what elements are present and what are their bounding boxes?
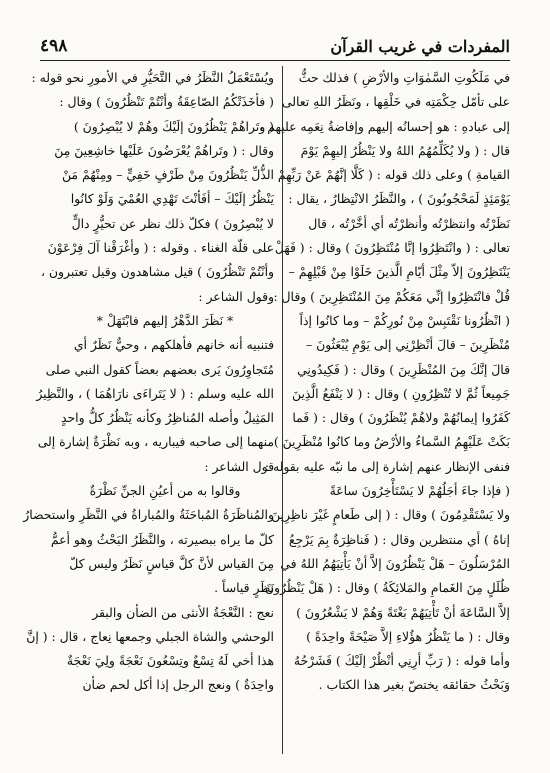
left-column-line: والمُناظَرَةُ المُباحَثَةُ والمُباراةُ في النَّظَرِ واستحضارُ (23, 507, 274, 523)
left-column-line: ( فأخَذَتْكُمُ الصّاعِقَةُ وأنْتُمْ تَنْظُرُونَ ) وقال : (59, 94, 274, 110)
page-number: ٤٩٨ (40, 36, 68, 56)
right-column-line: إلى عبادهِ : هو إحسانُه إليهم وإفاضةُ نِعَمِه عليهم ، (259, 118, 510, 134)
right-column-line: وأما قوله : ( رَبِّ أرِنِي أنْظُرْ إلَيْكَ ) فَشَرْحُهُ (293, 653, 510, 669)
left-column-line: وقالوا به من أعيُنِ الجنِّ نَظْرَةٌ (89, 483, 241, 499)
left-column-line: الله عليه وسلم : ( لا يَتَراءَى نارَاهُمَا ) ، والنَّظِيرُ (36, 385, 274, 401)
left-column-line: وقول الشاعر : (198, 288, 274, 304)
left-column-line: مُتَجاوِرُونَ يَرى بعضهم بعضاً كقول النبي صلى (45, 361, 274, 377)
left-column-line: ويُسْتَعْمَلُ النَّظَرُ في التَّحَيُّرِ في الأمورِ نحو قوله : (31, 70, 274, 85)
left-column-line: وأنْتُمْ تَنْظُرُونَ ) قيل مشاهدون وقيل تعتبرون ، (40, 264, 274, 280)
right-column-line: يَوْمَئِذٍ لَمَحْجُوبُونَ ) ، والنَّظَرُ الانْتِظارُ ، يقال : (288, 191, 510, 207)
right-column-line: قُلْ فانْتَظِرُوا إنِّي مَعَكُمْ مِنَ المُنْتَظِرِينَ ) وقال : (273, 288, 510, 304)
left-column-line: لا يُبْصِرُونَ ) فكلّ ذلك نظر عن تحيُّرٍ دالٍّ (71, 215, 274, 231)
right-column-line: قالَ إنَّكَ مِنَ المُنْظَرِينَ ) وقال : ( فَكِيدُونِي (297, 361, 510, 377)
right-column-line: تعالى : ( وانْتَظِرُوا إنَّا مُنْتَظِرُونَ ) وقال : ( فَهَلْ (274, 240, 510, 256)
right-column-line: جَمِيعاً ثُمَّ لا تُنْظِرُونِ ) وقال : ( لا يَنْفَعُ الَّذِينَ (292, 385, 510, 401)
left-column-line: قول الشاعر : (204, 458, 274, 474)
right-column-line: إلاَّ السَّاعَةَ أنْ تَأْتِيَهُمْ بَغْتَةً وَهُمْ لا يَشْعُرُونَ ) (296, 604, 510, 620)
left-column-line: وقال : ( وتَراهُمْ يُعْرَضُونَ عَلَيْها خاشِعِينَ مِنَ (54, 142, 274, 158)
right-column-line: القيامةِ ) وعلى ذلك قوله : ( كَلَّا إنَّهُمْ عَنْ رَبِّهِمْ (277, 167, 510, 183)
right-column (259, 66, 510, 756)
left-column-line: واحِدَةٌ ) ونعج الرجل إذا أكل لحم ضأن (82, 677, 274, 693)
left-column-line: نَظَرٍ قياساً . (214, 580, 274, 596)
left-column-line: كلّ ما يراه ببصيرته ، والنَّظَرُ البَحْثُ وهو أعمُّ (50, 531, 274, 547)
right-column-line: ظُلَلٍ مِنَ الغَمامِ والمَلائِكَةُ ) وقال : ( هَلْ يَنْظُرُونَ (264, 580, 510, 596)
right-column-line: مُنْظَرِينَ – قالَ أنْظِرْنِي إلى يَوْمِ يُبْعَثُونَ – (305, 337, 510, 353)
right-column-line: على تأمّل حِكْمَتِه في خَلْقِها ، ونَظَرُ اللهِ تعالى (281, 94, 510, 110)
left-column-line: على قلّة الغناء . وقوله : ( وأغْرَقْنا آلَ فِرْعَوْنَ (47, 240, 274, 256)
column-divider (282, 66, 283, 754)
left-column-line: الذُّلِّ يَنْظُرُونَ مِنْ طَرْفٍ خَفِيٍّ – ومِنْهُمْ مَنْ (61, 167, 274, 183)
running-title: المفردات في غريب القرآن (330, 36, 510, 56)
right-column-line: ( فإذا جاءَ أجَلُهُمْ لا يَسْتَأْخِرُونَ ساعَةً (329, 483, 510, 499)
left-column-line: نعج : النَّعْجَةُ الأنثى من الضأن والبقر (92, 604, 274, 620)
left-column-line: يَنْظُرُ إلَيْكَ – أفَأنْتَ تَهْدِي العُمْيَ وَلَوْ كانُوا (70, 191, 274, 207)
right-column-line: ( انْظُرُونا نَقْتَبِسْ مِنْ نُورِكُمْ – وما كانُوا إذاً (299, 312, 510, 328)
right-column-line: كَفَرُوا إيمانُهُمْ ولاهُمْ يُنْظَرُونَ ) وقال : ( فَما (292, 410, 510, 426)
right-column-line: ولا يَسْتَقْدِمُونَ ) وقال : ( إلى طَعامٍ غَيْرَ ناظِرِينَ (271, 507, 510, 523)
left-column-line: منهما إلى صاحبه فيباريه ، وبه نَظْرَةٌ إشارة إلى (37, 434, 274, 450)
right-column-line: في مَلَكُوتِ السَّمٰوَاتِ والأرْضِ ) فذلك حثٌّ (298, 70, 510, 85)
right-column-line: يَنْتَظِرُونَ إلاّ مِثْلَ أيّامِ الَّذينَ خَلَوْا مِنْ قَبْلِهِمْ – (288, 264, 510, 280)
page-header (40, 34, 510, 58)
left-column-line: الوحشي والشاة الجبلي وجمعها نِعاج ، قال : ( إنَّ (26, 628, 274, 644)
left-column-line: هذا أخي لَهُ تِسْعٌ وتِسْعُونَ نَعْجَةً ولِيَ نَعْجَةٌ (66, 653, 274, 669)
right-column-line: نَظَرْتُه وانتظرْتُه وأنظرْتُه أي أخَّرْتُه ، قال (308, 215, 510, 231)
right-column-line: قال : ( ولا يُكَلِّمُهُمُ اللهُ ولا يَنْظُرُ إليهِمْ يَوْمَ (300, 142, 510, 158)
left-column (23, 66, 274, 756)
right-column-line: وقال : ( ما يَنْظُرُ هؤُلاءِ إلاَّ صَيْحَةً واحِدَةً ) (306, 628, 510, 644)
left-column-line: ( وتَراهُمْ يَنْظُرُونَ إلَيْكَ وهُمْ لا يُبْصِرُونَ ) (73, 118, 274, 134)
right-column-line: فنفى الإنظار عنهم إشارة إلى ما نبّه عليه بقوله : (264, 458, 510, 474)
right-column-line: المُرْسَلُونَ – هَلْ يَنْظُرُونَ إلاَّ أنْ يَأْتِيَهُمُ اللهُ في (280, 555, 510, 571)
left-column-line: مِنَ القياس لأنَّ كلَّ قياسٍ نَظَرٌ وليس كلّ (69, 555, 274, 571)
left-column-line: * نَظَرَ الدَّهْرُ إليهم فابْتَهَلْ * (96, 312, 234, 328)
right-column-line: إناهُ ) أي منتظرين وقال : ( فَناظِرَةٌ بِمَ يَرْجِعُ (288, 531, 510, 547)
right-column-line: بَكَتْ عَلَيْهِمُ السَّماءُ والأرْضُ وما كانُوا مُنْظَرِينَ ) (273, 434, 510, 450)
right-column-line: وَبَحْثُ حقائقه يختصّ بغير هذا الكتاب . (318, 677, 510, 693)
header-rule (40, 60, 510, 61)
left-column-line: فتنبيه أنه خانهم فأهلكهم ، وحيٌّ نَظَرٌ أي (73, 337, 274, 353)
left-column-line: المَثِيلُ وأصله المُناظِرُ وكأنه يَنْظُرُ كلُّ واحدٍ (61, 410, 274, 426)
